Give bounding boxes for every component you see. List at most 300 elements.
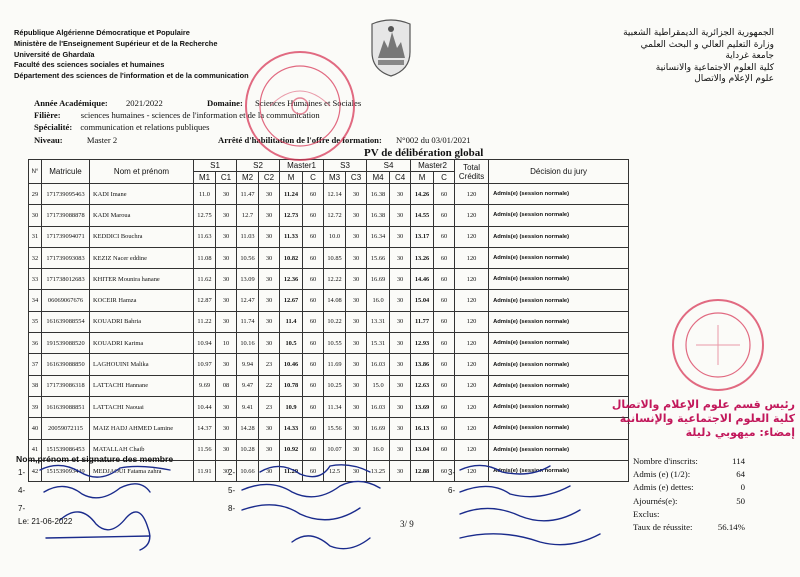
table-cell: 60 — [434, 269, 455, 290]
table-cell: 60 — [303, 247, 324, 268]
table-cell: 30 — [346, 439, 367, 460]
subheader-cell: C1 — [216, 172, 237, 184]
table-cell: 12.7 — [237, 205, 259, 226]
table-cell: 14.28 — [237, 418, 259, 439]
table-cell: MEDJAOUI Fatama zahra — [90, 460, 194, 481]
table-cell: 60 — [434, 226, 455, 247]
table-cell: 11.74 — [237, 311, 259, 332]
table-cell: 30 — [346, 460, 367, 481]
signature-label: 3- — [448, 468, 456, 477]
table-cell: 30 — [29, 205, 42, 226]
table-cell: 30 — [346, 269, 367, 290]
table-cell: 120 — [455, 439, 489, 460]
subheader-cell: M — [411, 172, 434, 184]
table-cell: 12.87 — [194, 290, 216, 311]
arrete-label: Arrêté d'habilitation de l'offre de formation: — [218, 135, 382, 145]
table-cell: Admis(e) (session normale) — [489, 396, 629, 417]
table-cell: 30 — [346, 247, 367, 268]
table-cell: 30 — [216, 269, 237, 290]
table-cell: 30 — [216, 460, 237, 481]
table-cell: 30 — [390, 396, 411, 417]
table-row — [29, 290, 629, 311]
table-cell: 11.22 — [194, 311, 216, 332]
table-cell: 30 — [216, 439, 237, 460]
stat-label: Exclus: — [633, 508, 660, 519]
table-cell: 42 — [29, 460, 42, 481]
table-row — [29, 226, 629, 247]
arrete-value: N°002 du 03/01/2021 — [395, 135, 471, 145]
table-cell: 30 — [390, 418, 411, 439]
table-cell: 30 — [259, 184, 280, 205]
table-cell: 120 — [455, 354, 489, 375]
table-cell: 16.69 — [367, 269, 390, 290]
table-cell: 30 — [390, 269, 411, 290]
specialite-value: communication et relations publiques — [80, 122, 210, 132]
table-cell: 34 — [29, 290, 42, 311]
subheader-cell: M — [280, 172, 303, 184]
table-cell: 39 — [29, 396, 42, 417]
table-cell: 10.0 — [324, 226, 346, 247]
table-cell: 171739094071 — [42, 226, 90, 247]
table-cell: 11.77 — [411, 311, 434, 332]
table-cell: 16.34 — [367, 226, 390, 247]
table-cell: 10.97 — [194, 354, 216, 375]
table-cell: 171738012683 — [42, 269, 90, 290]
subheader-cell: C3 — [346, 172, 367, 184]
table-cell: 30 — [216, 205, 237, 226]
table-cell: 60 — [303, 184, 324, 205]
pv-table — [28, 159, 629, 482]
table-cell: 38 — [29, 375, 42, 396]
signature-label: 1- — [18, 468, 26, 477]
table-cell: 16.38 — [367, 205, 390, 226]
table-cell: 13.17 — [411, 226, 434, 247]
table-cell: 30 — [390, 439, 411, 460]
header-no: N° — [29, 160, 42, 184]
pv-title: PV de délibération global — [364, 147, 484, 159]
head-of-department-stamp — [600, 398, 795, 440]
table-cell: 9.69 — [194, 375, 216, 396]
table-cell: 11.91 — [194, 460, 216, 481]
table-cell: 30 — [390, 354, 411, 375]
table-cell: 60 — [434, 439, 455, 460]
header-s1: S1 — [194, 160, 237, 172]
table-cell: MATALLAH Chaib — [90, 439, 194, 460]
table-cell: 10.9 — [280, 396, 303, 417]
header-matricule: Matricule — [42, 160, 90, 184]
stat-value: 114 — [732, 456, 745, 466]
table-cell: 30 — [259, 333, 280, 354]
niveau-row — [34, 135, 117, 146]
table-cell: 30 — [259, 418, 280, 439]
filiere-value: sciences humaines - sciences de l'information et de la communication — [80, 110, 320, 120]
table-cell: 171739086318 — [42, 375, 90, 396]
table-cell: Admis(e) (session normale) — [489, 333, 629, 354]
table-cell: 30 — [346, 375, 367, 396]
table-cell: KEZIZ Nacer eddine — [90, 247, 194, 268]
header-total-credits — [455, 160, 489, 184]
table-cell: 11.62 — [194, 269, 216, 290]
table-cell: 15.31 — [367, 333, 390, 354]
table-cell: 12.22 — [324, 269, 346, 290]
table-cell: 10.55 — [324, 333, 346, 354]
table-cell: 30 — [259, 460, 280, 481]
table-cell: 13.86 — [411, 354, 434, 375]
table-cell: 11.4 — [280, 311, 303, 332]
header-fr-line: Faculté des sciences sociales et humaines — [14, 60, 165, 70]
table-cell: 10.44 — [194, 396, 216, 417]
table-cell: 12.75 — [194, 205, 216, 226]
table-row — [29, 333, 629, 354]
table-cell: 30 — [216, 396, 237, 417]
table-cell: 10.07 — [324, 439, 346, 460]
stat-label: Taux de réussite: — [633, 522, 693, 533]
table-cell: 12.36 — [280, 269, 303, 290]
table-cell: 120 — [455, 311, 489, 332]
department-stamp-icon — [668, 295, 768, 395]
table-cell: Admis(e) (session normale) — [489, 205, 629, 226]
table-cell: 11.47 — [237, 184, 259, 205]
table-cell: LATTACHI Naouai — [90, 396, 194, 417]
table-cell: 31 — [29, 226, 42, 247]
table-cell: 30 — [346, 354, 367, 375]
table-cell: Admis(e) (session normale) — [489, 226, 629, 247]
table-row — [29, 184, 629, 205]
header-master1: Master1 — [280, 160, 324, 172]
table-cell: 13.09 — [237, 269, 259, 290]
table-cell: Admis(e) (session normale) — [489, 247, 629, 268]
table-cell: 11.24 — [280, 184, 303, 205]
table-cell: Admis(e) (session normale) — [489, 311, 629, 332]
niveau-label: Niveau: — [34, 135, 63, 145]
stat-value: 50 — [736, 495, 745, 506]
table-cell: 14.26 — [411, 184, 434, 205]
table-cell: 12.5 — [324, 460, 346, 481]
table-cell: 14.46 — [411, 269, 434, 290]
table-cell: 29 — [29, 184, 42, 205]
table-cell: Admis(e) (session normale) — [489, 269, 629, 290]
stamp-line: إمضاء: ميهوبي دليلة — [685, 426, 795, 439]
table-cell: 120 — [455, 226, 489, 247]
table-cell: 60 — [303, 205, 324, 226]
table-cell: 10 — [216, 333, 237, 354]
table-cell: 151539093449 — [42, 460, 90, 481]
subheader-cell: M2 — [237, 172, 259, 184]
table-cell: 30 — [259, 269, 280, 290]
table-cell: 11.56 — [194, 439, 216, 460]
table-cell: MAIZ HADJ AHMED Lamine — [90, 418, 194, 439]
table-cell: 06069067676 — [42, 290, 90, 311]
table-cell: 12.72 — [324, 205, 346, 226]
table-cell: 11.08 — [194, 247, 216, 268]
university-stamp-icon — [240, 46, 360, 166]
table-cell: 10.66 — [237, 460, 259, 481]
table-cell: 60 — [303, 375, 324, 396]
table-cell: KHITER Mounira hanane — [90, 269, 194, 290]
table-cell: Admis(e) (session normale) — [489, 418, 629, 439]
table-cell: 13.04 — [411, 439, 434, 460]
table-cell: 30 — [216, 247, 237, 268]
header-decision: Décision du jury — [489, 160, 629, 184]
table-cell: 120 — [455, 418, 489, 439]
table-cell: 60 — [434, 184, 455, 205]
table-cell: 60 — [434, 354, 455, 375]
table-cell: 60 — [434, 247, 455, 268]
table-row — [29, 205, 629, 226]
table-cell: 16.0 — [367, 439, 390, 460]
table-cell: 161639088554 — [42, 311, 90, 332]
signature-label: 6- — [448, 486, 456, 495]
header-master2: Master2 — [411, 160, 455, 172]
table-cell: 30 — [259, 439, 280, 460]
table-cell: 151539086453 — [42, 439, 90, 460]
subheader-cell: M1 — [194, 172, 216, 184]
header-fr-line: Ministère de l'Enseignement Supérieur et de la Recherche — [14, 38, 218, 48]
table-cell: 10.85 — [324, 247, 346, 268]
stat-label: Admis (e) dettes: — [633, 482, 694, 493]
table-cell: Admis(e) (session normale) — [489, 375, 629, 396]
annee-value: 2021/2022 — [126, 98, 163, 108]
table-cell: 10.22 — [324, 311, 346, 332]
table-cell: 30 — [346, 311, 367, 332]
table-cell: 60 — [434, 418, 455, 439]
table-cell: Admis(e) (session normale) — [489, 184, 629, 205]
table-cell: 13.31 — [367, 311, 390, 332]
table-cell: 120 — [455, 290, 489, 311]
subheader-cell: C4 — [390, 172, 411, 184]
table-cell: 30 — [216, 290, 237, 311]
domaine-value: Sciences Humaines et Sociales — [254, 98, 362, 108]
table-cell: 30 — [390, 205, 411, 226]
table-cell: 10.78 — [280, 375, 303, 396]
table-cell: 161639088850 — [42, 354, 90, 375]
table-cell: 171739093083 — [42, 247, 90, 268]
table-cell: 16.03 — [367, 354, 390, 375]
table-cell: 30 — [390, 247, 411, 268]
table-cell: KOUADRI Bahria — [90, 311, 194, 332]
table-cell: 14.33 — [280, 418, 303, 439]
table-cell: 30 — [390, 375, 411, 396]
table-cell: 120 — [455, 333, 489, 354]
table-cell: 60 — [303, 354, 324, 375]
table-cell: 30 — [346, 184, 367, 205]
table-cell: 10.46 — [280, 354, 303, 375]
header-s4: S4 — [367, 160, 411, 172]
table-cell: 30 — [259, 205, 280, 226]
table-cell: 120 — [455, 205, 489, 226]
stat-label: Ajournés(e): — [633, 495, 678, 506]
table-cell: 15.66 — [367, 247, 390, 268]
table-cell: 36 — [29, 333, 42, 354]
table-cell: 13.26 — [411, 247, 434, 268]
header-ar-line: كلية العلوم الاجتماعية والانسانية — [655, 62, 774, 73]
table-cell: 37 — [29, 354, 42, 375]
table-cell: 14.55 — [411, 205, 434, 226]
signature-label: 4- — [18, 486, 26, 495]
table-cell: 12.14 — [324, 184, 346, 205]
table-cell: 60 — [303, 311, 324, 332]
table-cell: Admis(e) (session normale) — [489, 439, 629, 460]
table-cell: 30 — [346, 396, 367, 417]
table-cell: 12.93 — [411, 333, 434, 354]
table-cell: 30 — [259, 226, 280, 247]
table-cell: 10.25 — [324, 375, 346, 396]
header-credits: Crédits — [458, 171, 485, 181]
table-cell: 14.37 — [194, 418, 216, 439]
table-cell: 12.47 — [237, 290, 259, 311]
table-cell: 171739095463 — [42, 184, 90, 205]
table-cell: 30 — [216, 418, 237, 439]
header-fr-line: Département des sciences de l'information et de la communication — [14, 71, 249, 81]
table-cell: 41 — [29, 439, 42, 460]
table-cell: 60 — [434, 333, 455, 354]
filiere-label: Filière: — [34, 110, 61, 120]
table-cell: 30 — [216, 311, 237, 332]
subheader-cell: M3 — [324, 172, 346, 184]
header-ar-line: جامعة غرداية — [725, 51, 774, 61]
table-cell: 16.03 — [367, 396, 390, 417]
table-cell: 22 — [259, 375, 280, 396]
table-cell: Admis(e) (session normale) — [489, 354, 629, 375]
table-row — [29, 269, 629, 290]
stat-value: 64 — [736, 469, 745, 480]
header-s2: S2 — [237, 160, 280, 172]
university-logo-icon — [368, 18, 414, 78]
table-cell: 30 — [346, 226, 367, 247]
table-cell: 10.16 — [237, 333, 259, 354]
table-cell: 60 — [434, 460, 455, 481]
table-cell: 60 — [303, 460, 324, 481]
table-cell: 15.56 — [324, 418, 346, 439]
table-cell: 10.82 — [280, 247, 303, 268]
table-row — [29, 396, 629, 417]
signature-label: 5- — [228, 486, 236, 495]
table-cell: 60 — [303, 333, 324, 354]
table-cell: 32 — [29, 247, 42, 268]
header-ar-line: علوم الإعلام والاتصال — [694, 74, 774, 84]
header-fr-line: Université de Ghardaïa — [14, 49, 95, 59]
stamp-line: رئيس قسم علوم الإعلام والاتصال — [611, 398, 795, 411]
table-cell: 11.0 — [194, 184, 216, 205]
table-cell: 9.94 — [237, 354, 259, 375]
stamp-line: كلية العلوم الاجتماعية والإنسانية — [619, 412, 795, 425]
table-cell: 33 — [29, 269, 42, 290]
table-cell: 60 — [303, 396, 324, 417]
table-cell: KOUADRI Karima — [90, 333, 194, 354]
stat-label: Nombre d'inscrits: — [633, 456, 698, 466]
header-ar-line: الجمهورية الجزائرية الديمقراطية الشعبية — [623, 28, 774, 38]
table-cell: 60 — [434, 396, 455, 417]
table-cell: 10.56 — [237, 247, 259, 268]
subheader-cell: C2 — [259, 172, 280, 184]
niveau-value: Master 2 — [86, 135, 118, 145]
table-cell: 20059072115 — [42, 418, 90, 439]
table-cell: 191539088520 — [42, 333, 90, 354]
table-cell: 9.47 — [237, 375, 259, 396]
table-cell: 120 — [455, 396, 489, 417]
table-cell: 30 — [216, 184, 237, 205]
table-cell: 120 — [455, 375, 489, 396]
table-cell: 9.41 — [237, 396, 259, 417]
table-cell: 13.69 — [411, 396, 434, 417]
table-cell: 30 — [259, 290, 280, 311]
table-cell: 11.29 — [280, 460, 303, 481]
table-cell: 60 — [303, 418, 324, 439]
table-cell: 12.67 — [280, 290, 303, 311]
table-cell: 08 — [216, 375, 237, 396]
table-cell: 16.13 — [411, 418, 434, 439]
table-cell: 30 — [346, 418, 367, 439]
table-cell: KADI Maroua — [90, 205, 194, 226]
table-cell: 10.28 — [237, 439, 259, 460]
table-cell: LAGHOUINI Malika — [90, 354, 194, 375]
table-cell: 12.63 — [411, 375, 434, 396]
subheader-cell: C — [434, 172, 455, 184]
table-cell: 10.92 — [280, 439, 303, 460]
annee-label: Année Académique: — [34, 98, 108, 108]
table-cell: 40 — [29, 418, 42, 439]
table-cell: 15.04 — [411, 290, 434, 311]
table-cell: 16.69 — [367, 418, 390, 439]
table-cell: 11.03 — [237, 226, 259, 247]
table-cell: 35 — [29, 311, 42, 332]
table-cell: 16.0 — [367, 290, 390, 311]
table-cell: 30 — [390, 290, 411, 311]
table-row — [29, 247, 629, 268]
table-cell: 60 — [303, 290, 324, 311]
page-number: 3/ 9 — [400, 519, 414, 529]
signatures-title: Nom,prénom et signature des membre — [16, 454, 174, 464]
header-nom: Nom et prénom — [90, 160, 194, 184]
table-cell: 10.94 — [194, 333, 216, 354]
table-cell: 60 — [303, 226, 324, 247]
table-cell: KADI Imane — [90, 184, 194, 205]
table-cell: 30 — [346, 333, 367, 354]
table-cell: 60 — [434, 375, 455, 396]
table-cell: 11.69 — [324, 354, 346, 375]
subheader-cell: C — [303, 172, 324, 184]
table-cell: KOCEIR Hamza — [90, 290, 194, 311]
table-cell: 30 — [390, 226, 411, 247]
table-cell: LATTACHI Hannane — [90, 375, 194, 396]
table-cell: 23 — [259, 354, 280, 375]
statistics-panel — [633, 455, 745, 534]
table-cell: Admis(e) (session normale) — [489, 460, 629, 481]
table-cell: 60 — [434, 290, 455, 311]
domaine-label: Domaine: — [207, 98, 243, 108]
table-row — [29, 354, 629, 375]
table-cell: KEDDICI Bouchra — [90, 226, 194, 247]
table-cell: 30 — [390, 311, 411, 332]
table-cell: 16.38 — [367, 184, 390, 205]
table-cell: 60 — [434, 205, 455, 226]
header-fr-line: République Algérienne Démocratique et Populaire — [14, 28, 190, 37]
table-cell: 10.5 — [280, 333, 303, 354]
stat-value — [715, 508, 745, 521]
stat-value: 0 — [740, 482, 745, 493]
table-cell: 11.63 — [194, 226, 216, 247]
table-cell: 30 — [390, 460, 411, 481]
table-cell: 60 — [434, 311, 455, 332]
table-cell: Admis(e) (session normale) — [489, 290, 629, 311]
specialite-row — [34, 122, 209, 133]
table-cell: 120 — [455, 460, 489, 481]
table-cell: 30 — [259, 247, 280, 268]
table-cell: 60 — [303, 269, 324, 290]
table-row — [29, 311, 629, 332]
table-cell: 12.73 — [280, 205, 303, 226]
table-cell: 30 — [259, 311, 280, 332]
